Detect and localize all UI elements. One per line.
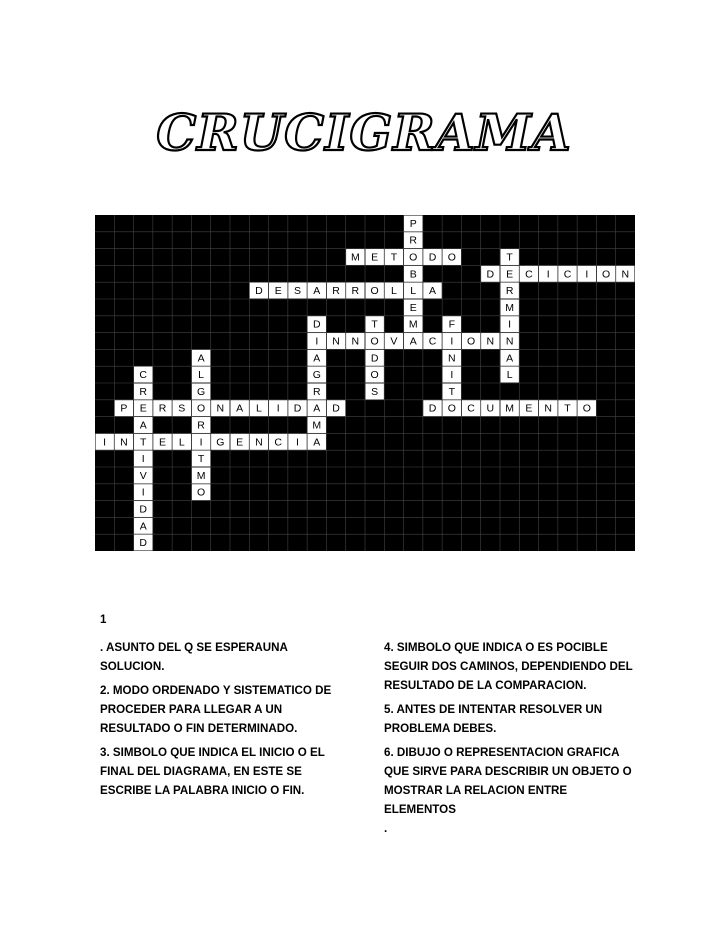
crossword-letter: O bbox=[370, 285, 379, 298]
crossword-letter: P bbox=[120, 402, 128, 415]
crossword-letter: I bbox=[315, 335, 319, 348]
crossword-letter: T bbox=[448, 385, 455, 398]
crossword-letter: E bbox=[506, 268, 514, 281]
crossword-letter: N bbox=[351, 335, 360, 348]
crossword-letter: I bbox=[450, 335, 454, 348]
crossword-letter: I bbox=[103, 436, 107, 449]
crossword-letter: N bbox=[120, 436, 128, 449]
crossword-letter: L bbox=[178, 436, 185, 449]
crossword-letter: D bbox=[255, 285, 263, 298]
crossword-letter: R bbox=[409, 234, 418, 247]
crossword-letter: D bbox=[139, 537, 148, 550]
crossword-letter: A bbox=[313, 285, 321, 298]
crossword-letter: I bbox=[585, 268, 589, 281]
crossword-letter: U bbox=[486, 402, 495, 415]
crossword-letter: A bbox=[236, 402, 244, 415]
clue-item: 6. DIBUJO O REPRESENTACION GRAFICA QUE SIRVE PARA DESCRIBIR UN OBJETO O MOSTRAR LA RELACION ENTRE ELEMENTOS bbox=[384, 746, 632, 816]
crossword-letter: C bbox=[467, 402, 475, 415]
crossword-letter: D bbox=[428, 251, 437, 264]
crossword-letter: O bbox=[370, 335, 379, 348]
clue-number: 1 bbox=[100, 613, 107, 626]
clue-item: 4. SIMBOLO QUE INDICA O ES POCIBLE SEGUIR DOS CAMINOS, DEPENDIENDO DEL RESULTADO DE LA COMPARACION. bbox=[384, 641, 633, 692]
crossword-letter: I bbox=[296, 436, 299, 449]
title-text: CRUCIGRAMA bbox=[156, 103, 572, 162]
crossword-letter: I bbox=[508, 318, 512, 331]
crossword-letter: E bbox=[274, 285, 282, 298]
crossword-letter: R bbox=[332, 285, 340, 298]
crossword-letter: O bbox=[601, 268, 611, 281]
crossword-letter: D bbox=[486, 268, 495, 281]
crossword-letter: N bbox=[255, 436, 263, 449]
crossword-grid-svg bbox=[95, 215, 635, 551]
crossword-letter: G bbox=[312, 369, 321, 382]
crossword-letter: E bbox=[409, 301, 417, 314]
crossword-letter: T bbox=[197, 453, 205, 466]
crossword-letter: I bbox=[141, 486, 145, 499]
clues-right-column bbox=[384, 638, 640, 843]
crossword-letter: E bbox=[139, 402, 147, 415]
crossword-letter: M bbox=[312, 419, 322, 432]
crossword-letter: I bbox=[546, 268, 550, 281]
crossword-letter: E bbox=[371, 251, 379, 264]
clues-left-column bbox=[100, 638, 355, 805]
crossword-letter: M bbox=[505, 402, 515, 415]
crossword-letter: L bbox=[506, 369, 513, 382]
crossword-letter: A bbox=[197, 352, 205, 365]
crossword-letter: D bbox=[312, 318, 321, 331]
crossword-letter: I bbox=[141, 453, 145, 466]
crossword-letter: E bbox=[525, 402, 533, 415]
crossword-letter: C bbox=[525, 268, 533, 281]
crossword-letter: T bbox=[371, 318, 378, 331]
crossword-letter: V bbox=[139, 469, 147, 482]
crossword-letter: M bbox=[350, 251, 360, 264]
crossword-letter: T bbox=[140, 436, 147, 449]
crossword-letter: R bbox=[158, 402, 167, 415]
crossword-letter: S bbox=[371, 385, 379, 398]
crossword-letter: D bbox=[139, 503, 148, 516]
crossword-letter: A bbox=[506, 352, 514, 365]
crossword-letter: G bbox=[216, 436, 225, 449]
crossword-letter: S bbox=[178, 402, 186, 415]
crossword-letter: T bbox=[390, 251, 398, 264]
crossword-letter: R bbox=[139, 385, 148, 398]
crossword-letter: D bbox=[293, 402, 302, 415]
clue-item: 2. MODO ORDENADO Y SISTEMATICO DE PROCEDER PARA LLEGAR A UN RESULTADO O FIN DETERMINADO. bbox=[100, 684, 332, 735]
crossword-letter: R bbox=[505, 285, 514, 298]
crossword-letter: R bbox=[312, 385, 321, 398]
crossword-letter: L bbox=[391, 285, 397, 298]
crossword-letter: L bbox=[256, 402, 262, 415]
crossword-letter: N bbox=[621, 268, 630, 281]
crossword-letter: M bbox=[196, 469, 206, 482]
crossword-letter: L bbox=[410, 285, 417, 298]
crossword-letter: I bbox=[276, 402, 280, 415]
crossword-letter: O bbox=[447, 251, 456, 264]
crossword-letter: A bbox=[409, 335, 417, 348]
title-graphic bbox=[156, 98, 572, 168]
crossword-letter: A bbox=[139, 520, 147, 533]
clue-item: 5. ANTES DE INTENTAR RESOLVER UN PROBLEMA DEBES. bbox=[384, 703, 603, 735]
crossword-letter: A bbox=[313, 436, 321, 449]
clue-item: . bbox=[384, 822, 388, 835]
crossword-letter: N bbox=[486, 335, 495, 348]
crossword-letter: M bbox=[505, 301, 515, 314]
crossword-letter: O bbox=[466, 335, 476, 348]
crossword-letter: N bbox=[505, 335, 514, 348]
crossword-letter: R bbox=[351, 285, 360, 298]
crossword-letter: N bbox=[544, 402, 553, 415]
crossword-letter: D bbox=[370, 352, 379, 365]
crossword-letter: P bbox=[409, 217, 417, 230]
crossword-letter: D bbox=[428, 402, 437, 415]
crossword-grid bbox=[95, 215, 635, 551]
crossword-letter: I bbox=[450, 369, 454, 382]
clue-item: 3. SIMBOLO QUE INDICA EL INICIO O EL FINAL DEL DIAGRAMA, EN ESTE SE ESCRIBE LA PALABRA INICIO O FIN. bbox=[100, 746, 325, 797]
crossword-letter: A bbox=[313, 402, 321, 415]
clue-item: . ASUNTO DEL Q SE ESPERAUNA SOLUCION. bbox=[100, 641, 288, 673]
crossword-letter: O bbox=[582, 402, 591, 415]
crossword-letter: A bbox=[139, 419, 147, 432]
crossword-letter: S bbox=[293, 285, 302, 298]
crossword-letter: C bbox=[139, 369, 148, 382]
crossword-letter: R bbox=[197, 419, 205, 432]
crossword-letter: N bbox=[216, 402, 225, 415]
crossword-letter: O bbox=[447, 402, 456, 415]
crossword-letter: T bbox=[506, 251, 513, 264]
crossword-letter: G bbox=[196, 385, 206, 398]
crossword-letter: A bbox=[313, 352, 321, 365]
crossword-letter: C bbox=[274, 436, 283, 449]
crossword-letter: C bbox=[428, 335, 437, 348]
crossword-letter: O bbox=[370, 369, 379, 382]
crossword-letter: E bbox=[158, 436, 167, 449]
crossword-letter: F bbox=[448, 318, 455, 331]
crossword-letter: O bbox=[196, 486, 206, 499]
crossword-letter: L bbox=[198, 369, 204, 382]
crossword-letter: B bbox=[409, 268, 417, 281]
crossword-letter: M bbox=[408, 318, 418, 331]
page-title bbox=[0, 98, 728, 173]
crossword-letter: C bbox=[563, 268, 572, 281]
crossword-letter: I bbox=[199, 436, 203, 449]
crossword-letter: N bbox=[447, 352, 456, 365]
crossword-letter: O bbox=[196, 402, 206, 415]
crossword-letter: O bbox=[409, 251, 418, 264]
crossword-letter: V bbox=[390, 335, 398, 348]
crossword-letter: T bbox=[564, 402, 571, 415]
crossword-letter: A bbox=[428, 285, 437, 298]
crossword-letter: D bbox=[332, 402, 340, 415]
crossword-letter: E bbox=[236, 436, 244, 449]
crossword-letter: N bbox=[332, 335, 340, 348]
